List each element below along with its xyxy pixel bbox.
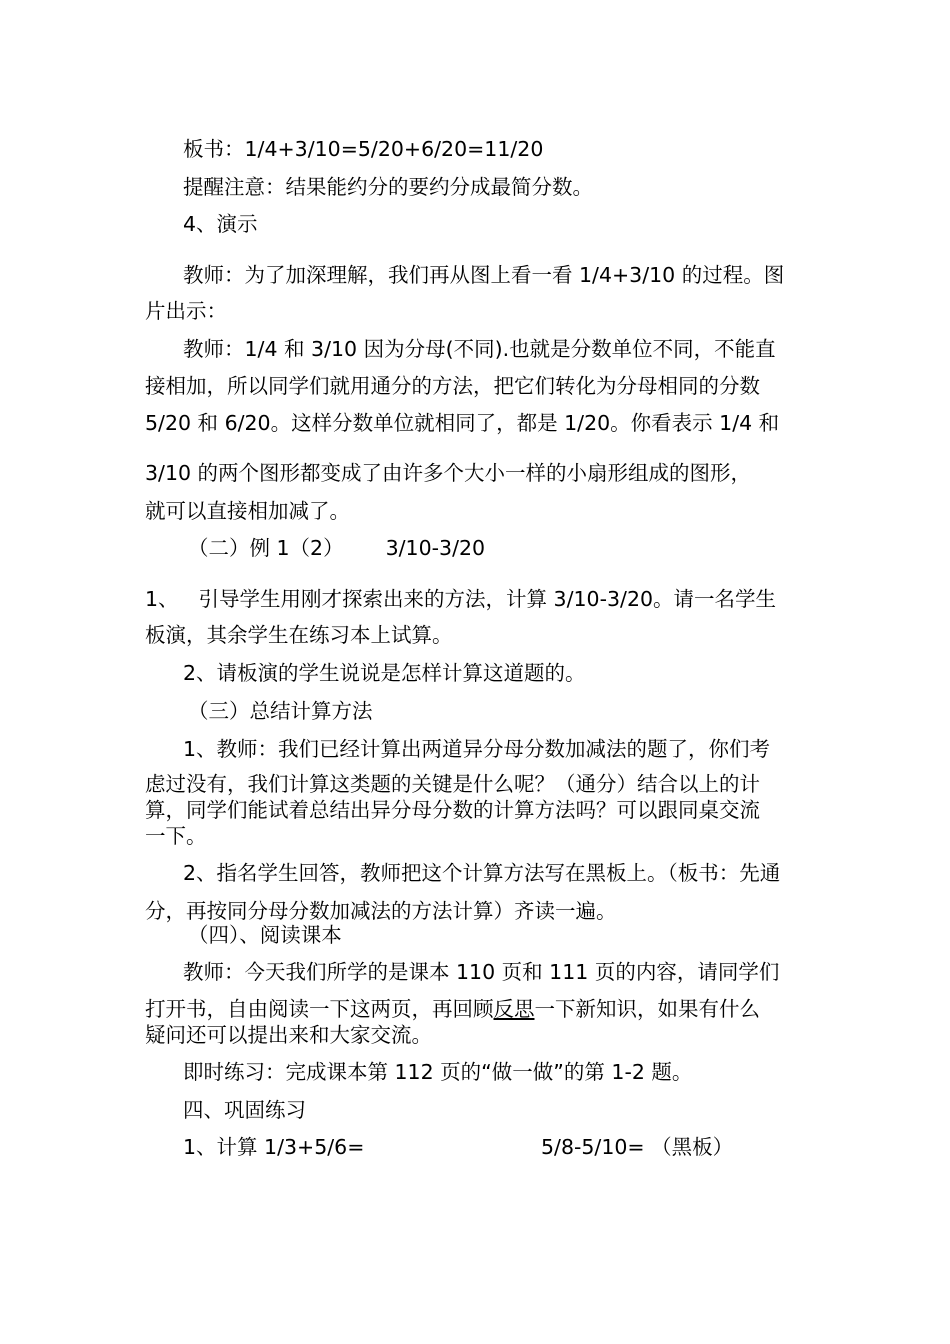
paragraph-line: 教师：为了加深理解，我们再从图上看一看 1/4+3/10 的过程。图: [183, 263, 785, 287]
section-heading-demo: 4、演示: [183, 212, 258, 236]
paragraph-line: 板演，其余学生在练习本上试算。: [145, 623, 453, 647]
paragraph-line: 虑过没有，我们计算这类题的关键是什么呢？（通分）结合以上的计: [145, 772, 760, 796]
example-expression: 3/10-3/20: [385, 536, 486, 560]
reminder-line: 提醒注意：结果能约分的要约分成最简分数。: [183, 175, 593, 199]
section-heading-example: [188, 535, 485, 561]
practice-line: 即时练习：完成课本第 112 页的“做一做”的第 1-2 题。: [183, 1060, 693, 1084]
paragraph-line: [145, 586, 776, 612]
exercise-line-2: 5/8-5/10= （黑板）: [541, 1135, 734, 1159]
board-writing-line: 板书：1/4+3/10=5/20+6/20=11/20: [183, 137, 544, 161]
paragraph-line: 2、指名学生回答，教师把这个计算方法写在黑板上。（板书：先通: [183, 861, 781, 885]
section-heading-summary: （三）总结计算方法: [188, 699, 373, 723]
paragraph-line: 教师：今天我们所学的是课本 110 页和 111 页的内容，请同学们: [183, 960, 780, 984]
paragraph-line: 教师：1/4 和 3/10 因为分母(不同).也就是分数单位不同，不能直: [183, 337, 776, 361]
example-label: （二）例 1（2）: [188, 536, 344, 560]
paragraph-line: 一下。: [145, 824, 207, 848]
paragraph-line: 2、请板演的学生说说是怎样计算这道题的。: [183, 661, 586, 685]
paragraph-line: 算，同学们能试着总结出异分母分数的计算方法吗？可以跟同桌交流: [145, 798, 760, 822]
paragraph-line: 分，再按同分母分数加减法的方法计算）齐读一遍。: [145, 899, 617, 923]
paragraph-line: 就可以直接相加减了。: [145, 499, 350, 523]
text-run: 一下新知识，如果有什么: [534, 997, 760, 1021]
section-heading-reading: （四）、阅读课本: [188, 923, 342, 947]
section-heading-practice: 四、巩固练习: [183, 1098, 306, 1122]
text-run: 打开书，自由阅读一下这两页，再回顾: [145, 997, 494, 1021]
paragraph-line: 3/10 的两个图形都变成了由许多个大小一样的小扇形组成的图形，: [145, 461, 752, 485]
item-text: 引导学生用刚才探索出来的方法，计算 3/10-3/20。请一名学生: [198, 587, 777, 611]
item-number: 1、: [145, 587, 179, 611]
underlined-text: 反思: [493, 997, 535, 1021]
paragraph-line: 片出示：: [145, 299, 227, 323]
paragraph-line: 1、教师：我们已经计算出两道异分母分数加减法的题了，你们考: [183, 737, 771, 761]
exercise-line-1: 1、计算 1/3+5/6=: [183, 1135, 365, 1159]
paragraph-line: [145, 996, 760, 1022]
paragraph-line: 接相加，所以同学们就用通分的方法，把它们转化为分母相同的分数: [145, 374, 760, 398]
paragraph-line: 疑问还可以提出来和大家交流。: [145, 1023, 432, 1047]
paragraph-line: 5/20 和 6/20。这样分数单位就相同了，都是 1/20。你看表示 1/4 和: [145, 411, 780, 435]
